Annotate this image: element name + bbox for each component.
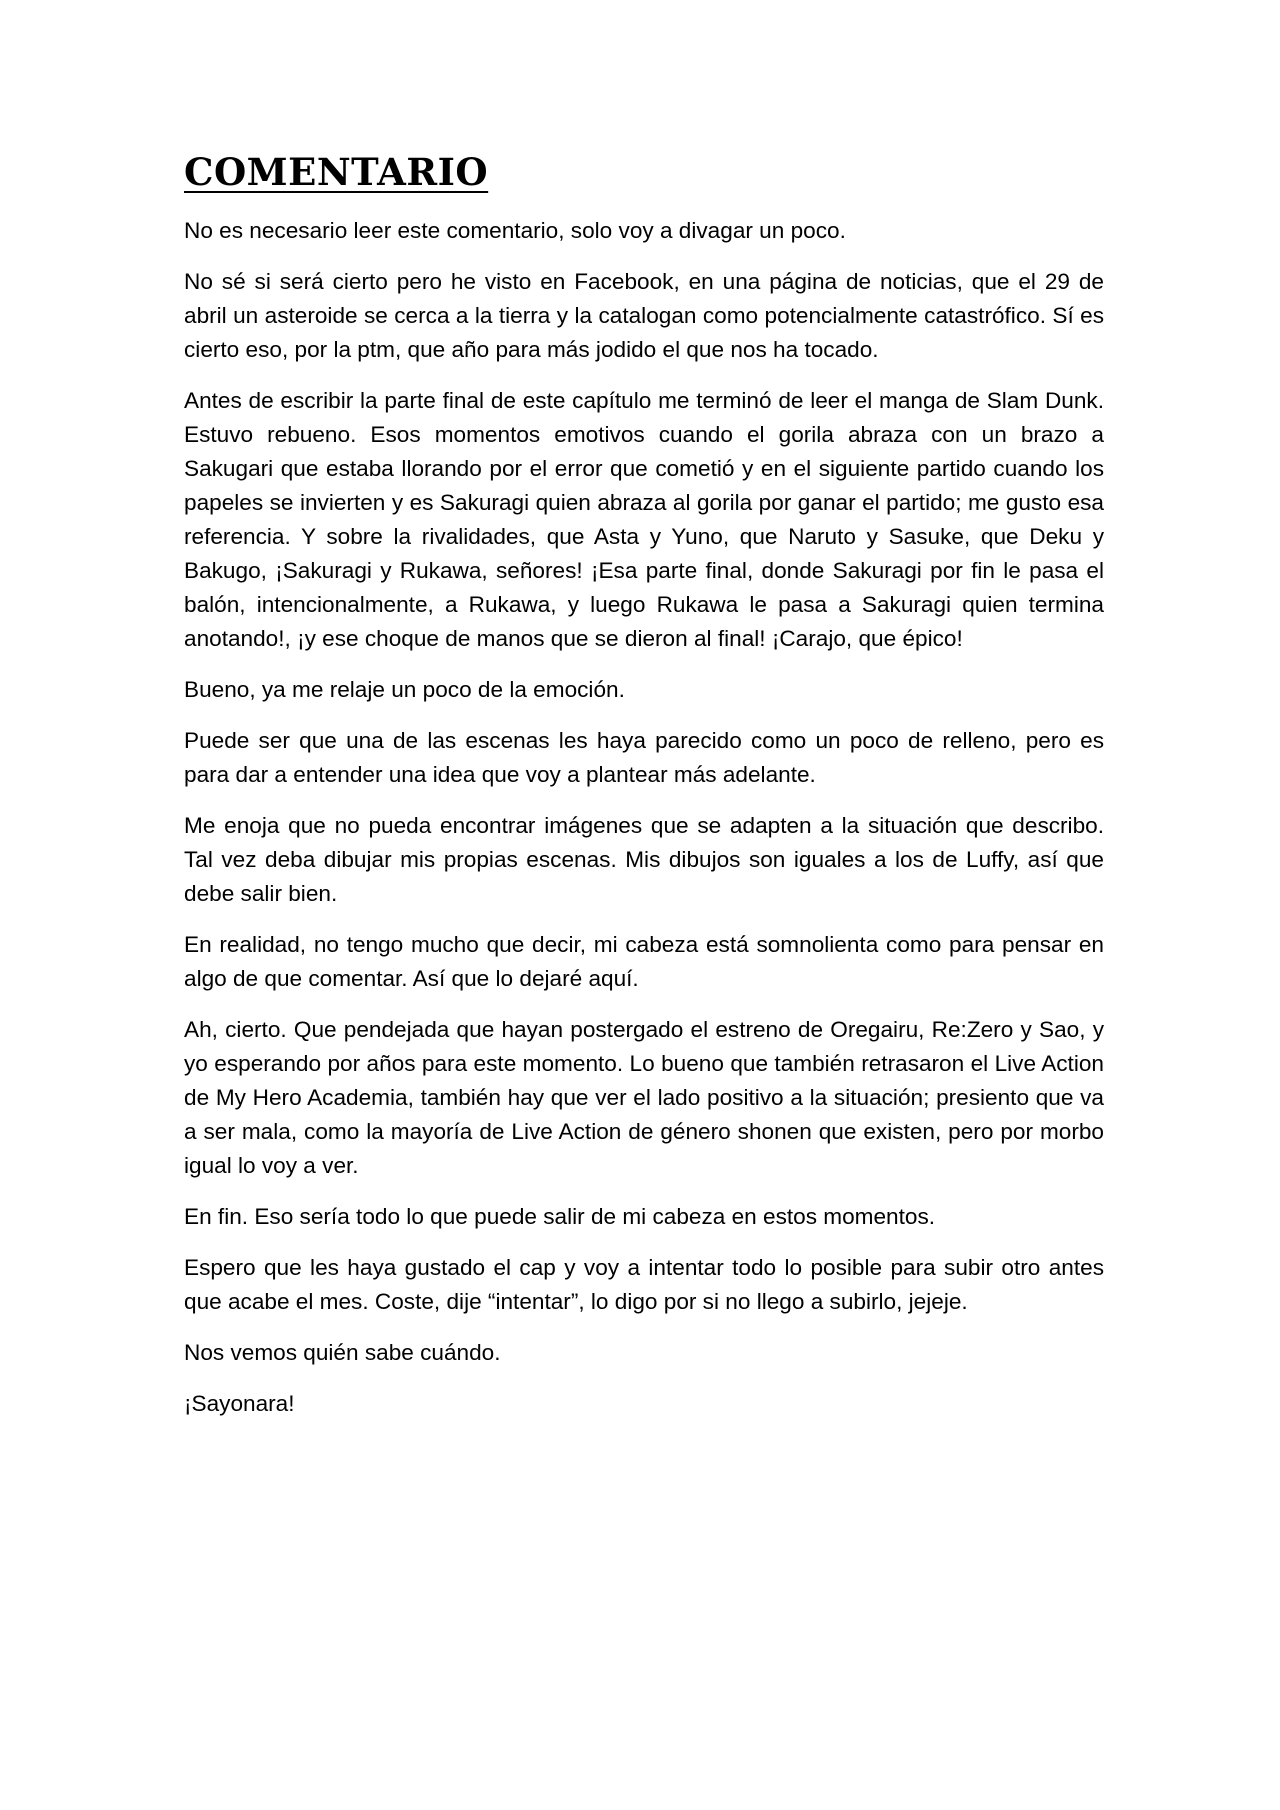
section-heading: COMENTARIO bbox=[184, 150, 489, 194]
document-page bbox=[184, 150, 1104, 1438]
paragraph-sayonara: ¡Sayonara! bbox=[184, 1391, 295, 1417]
paragraph-emotion: Bueno, ya me relaje un poco de la emoción. bbox=[184, 677, 625, 703]
paragraph-filler: Puede ser que una de las escenas les haya parecido como un poco de relleno, pero es para dar a entender una idea que voy a plantear más adelante. bbox=[184, 728, 1104, 788]
paragraph-images: Me enoja que no pueda encontrar imágenes que se adapten a la situación que describo. Tal vez deba dibujar mis propias escenas. Mis dibujos son iguales a los de Luffy, así que debe salir bien. bbox=[184, 813, 1104, 907]
paragraph-end: En fin. Eso sería todo lo que puede salir de mi cabeza en estos momentos. bbox=[184, 1204, 936, 1230]
paragraph-premieres: Ah, cierto. Que pendejada que hayan postergado el estreno de Oregairu, Re:Zero y Sao, y yo esperando por años para este momento. Lo bueno que también retrasaron el Live Action de My Hero Academia, también hay que ver el lado positivo a la situación; presiento que va a ser mala, como la mayoría de Live Action de género shonen que existen, pero por morbo igual lo voy a ver. bbox=[184, 1017, 1104, 1179]
paragraph-sleepy: En realidad, no tengo mucho que decir, mi cabeza está somnolienta como para pensar en algo de que comentar. Así que lo dejaré aquí. bbox=[184, 932, 1104, 992]
paragraph-next-chapter: Espero que les haya gustado el cap y voy a intentar todo lo posible para subir otro antes que acabe el mes. Coste, dije “intentar”, lo digo por si no llego a subirlo, jejeje. bbox=[184, 1255, 1104, 1315]
paragraph-slam-dunk: Antes de escribir la parte final de este capítulo me terminó de leer el manga de Slam Dunk. Estuvo rebueno. Esos momentos emotivos cuando el gorila abraza con un brazo a Sakugari que estaba llorando por el error que cometió y en el siguiente partido cuando los papeles se invierten y es Sakuragi quien abraza al gorila por ganar el partido; me gusto esa referencia. Y sobre la rivalidades, que Asta y Yuno, que Naruto y Sasuke, que Deku y Bakugo, ¡Sakuragi y Rukawa, señores! ¡Esa parte final, donde Sakuragi por fin le pasa el balón, intencionalmente, a Rukawa, y luego Rukawa le pasa a Sakuragi quien termina anotando!, ¡y ese choque de manos que se dieron al final! ¡Carajo, que épico! bbox=[184, 388, 1104, 652]
paragraph-asteroid: No sé si será cierto pero he visto en Facebook, en una página de noticias, que el 29 de abril un asteroide se cerca a la tierra y la catalogan como potencialmente catastrófico. Sí es cierto eso, por la ptm, que año para más jodido el que nos ha tocado. bbox=[184, 269, 1104, 363]
paragraph-intro: No es necesario leer este comentario, solo voy a divagar un poco. bbox=[184, 218, 846, 244]
paragraph-see-you: Nos vemos quién sabe cuándo. bbox=[184, 1340, 501, 1366]
